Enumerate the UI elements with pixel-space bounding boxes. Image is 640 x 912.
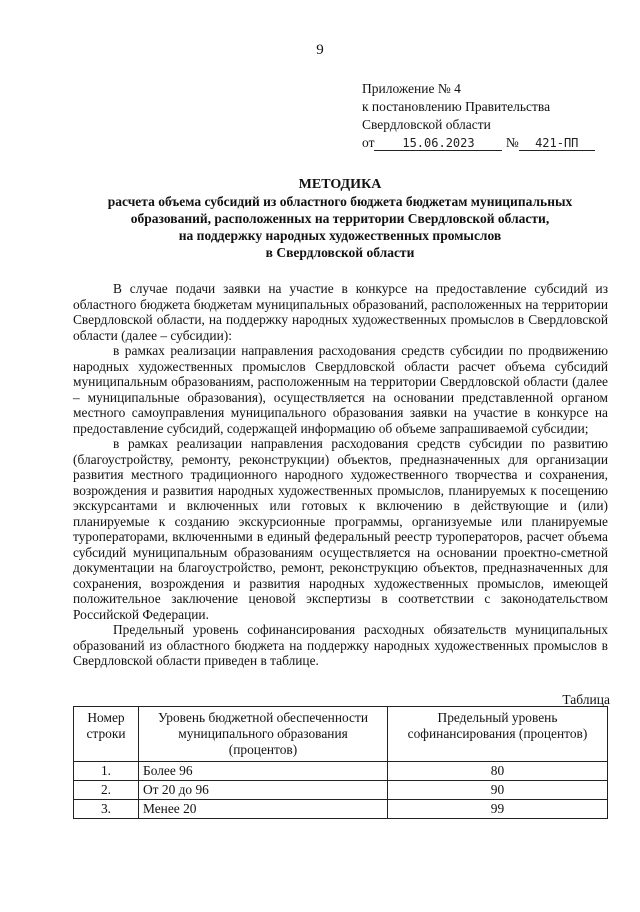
title-line-2: образований, расположенных на территории Свердловской области, bbox=[130, 211, 550, 226]
annex-block bbox=[362, 80, 595, 152]
cofinancing-level: 80 bbox=[388, 762, 608, 781]
budget-level: Менее 20 bbox=[139, 800, 388, 819]
paragraph: Предельный уровень софинансирования расходных обязательств муниципальных образований из областного бюджета на поддержку народных художественных промыслов в Свердловской области приведен в таблице. bbox=[73, 622, 608, 668]
body-text bbox=[73, 281, 608, 669]
row-number: 1. bbox=[74, 762, 139, 781]
cofinancing-level: 99 bbox=[388, 800, 608, 819]
title-line-4: в Свердловской области bbox=[265, 245, 415, 260]
document-title bbox=[70, 176, 610, 261]
table-row bbox=[74, 800, 608, 819]
annex-title: Приложение № 4 bbox=[362, 81, 461, 96]
table-row bbox=[74, 781, 608, 800]
table-caption: Таблица bbox=[562, 692, 610, 707]
page-number: 9 bbox=[316, 42, 324, 58]
title-main: МЕТОДИКА bbox=[298, 177, 382, 192]
annex-region-line: Свердловской области bbox=[362, 117, 491, 132]
paragraph: В случае подачи заявки на участие в конкурсе на предоставление субсидий из областного бюджета бюджетам муниципальных образований, расположенных на территории Свердловской области, на поддержку народных художественных промыслов в Свердловской области (далее – субсидии): bbox=[73, 281, 608, 343]
cofinancing-table bbox=[73, 706, 608, 819]
cofinancing-level: 90 bbox=[388, 781, 608, 800]
row-number: 2. bbox=[74, 781, 139, 800]
header-cofinancing-level: Предельный уровень софинансирования (процентов) bbox=[388, 707, 608, 762]
header-budget-level: Уровень бюджетной обеспеченности муниципального образования (процентов) bbox=[139, 707, 388, 762]
table-row bbox=[74, 762, 608, 781]
number-prefix: № bbox=[505, 135, 519, 150]
title-line-3: на поддержку народных художественных промыслов bbox=[178, 228, 502, 243]
title-line-1: расчета объема субсидий из областного бюджета бюджетам муниципальных bbox=[107, 194, 573, 209]
table-header-row bbox=[74, 707, 608, 762]
budget-level: Более 96 bbox=[139, 762, 388, 781]
date-prefix: от bbox=[362, 135, 375, 150]
decree-date: 15.06.2023 bbox=[374, 136, 502, 151]
annex-decree-line: к постановлению Правительства bbox=[362, 99, 551, 114]
paragraph: в рамках реализации направления расходования средств субсидии по продвижению народных художественных промыслов Свердловской области расчет объема субсидий муниципальным образованиям, расположенным на территории Свердловской области (далее – муниципальные образования), осуществляется на основании представленной органом местного самоуправления муниципального образования заявки на участие в конкурсе на предоставление субсидий, содержащей информацию об объеме запрашиваемой субсидии; bbox=[73, 343, 608, 436]
header-row-number: Номер строки bbox=[74, 707, 139, 762]
annex-date-number-line bbox=[362, 134, 595, 152]
decree-number: 421-ПП bbox=[519, 136, 595, 151]
row-number: 3. bbox=[74, 800, 139, 819]
paragraph: в рамках реализации направления расходования средств субсидии по развитию (благоустройству, ремонту, реконструкции) объектов, предназначенных для организации развития местного традиционного народного художественного творчества и сохранения, возрождения и развития народных художественных промыслов, планируемых к посещению экскурсантами и включенных или готовых к включению в действующие и (или) планируемые к созданию экскурсионные программы, организуемые или планируемые туроператорами, включенными в единый федеральный реестр туроператоров, расчет объема субсидий муниципальным образованиям осуществляется на основании проектно-сметной документации на благоустройство, ремонт, реконструкцию объектов, предназначенных для сохранения, возрождения и развития народных художественных промыслов, имеющей положительное заключение ценовой экспертизы в соответствии с законодательством Российской Федерации. bbox=[73, 436, 608, 622]
budget-level: От 20 до 96 bbox=[139, 781, 388, 800]
